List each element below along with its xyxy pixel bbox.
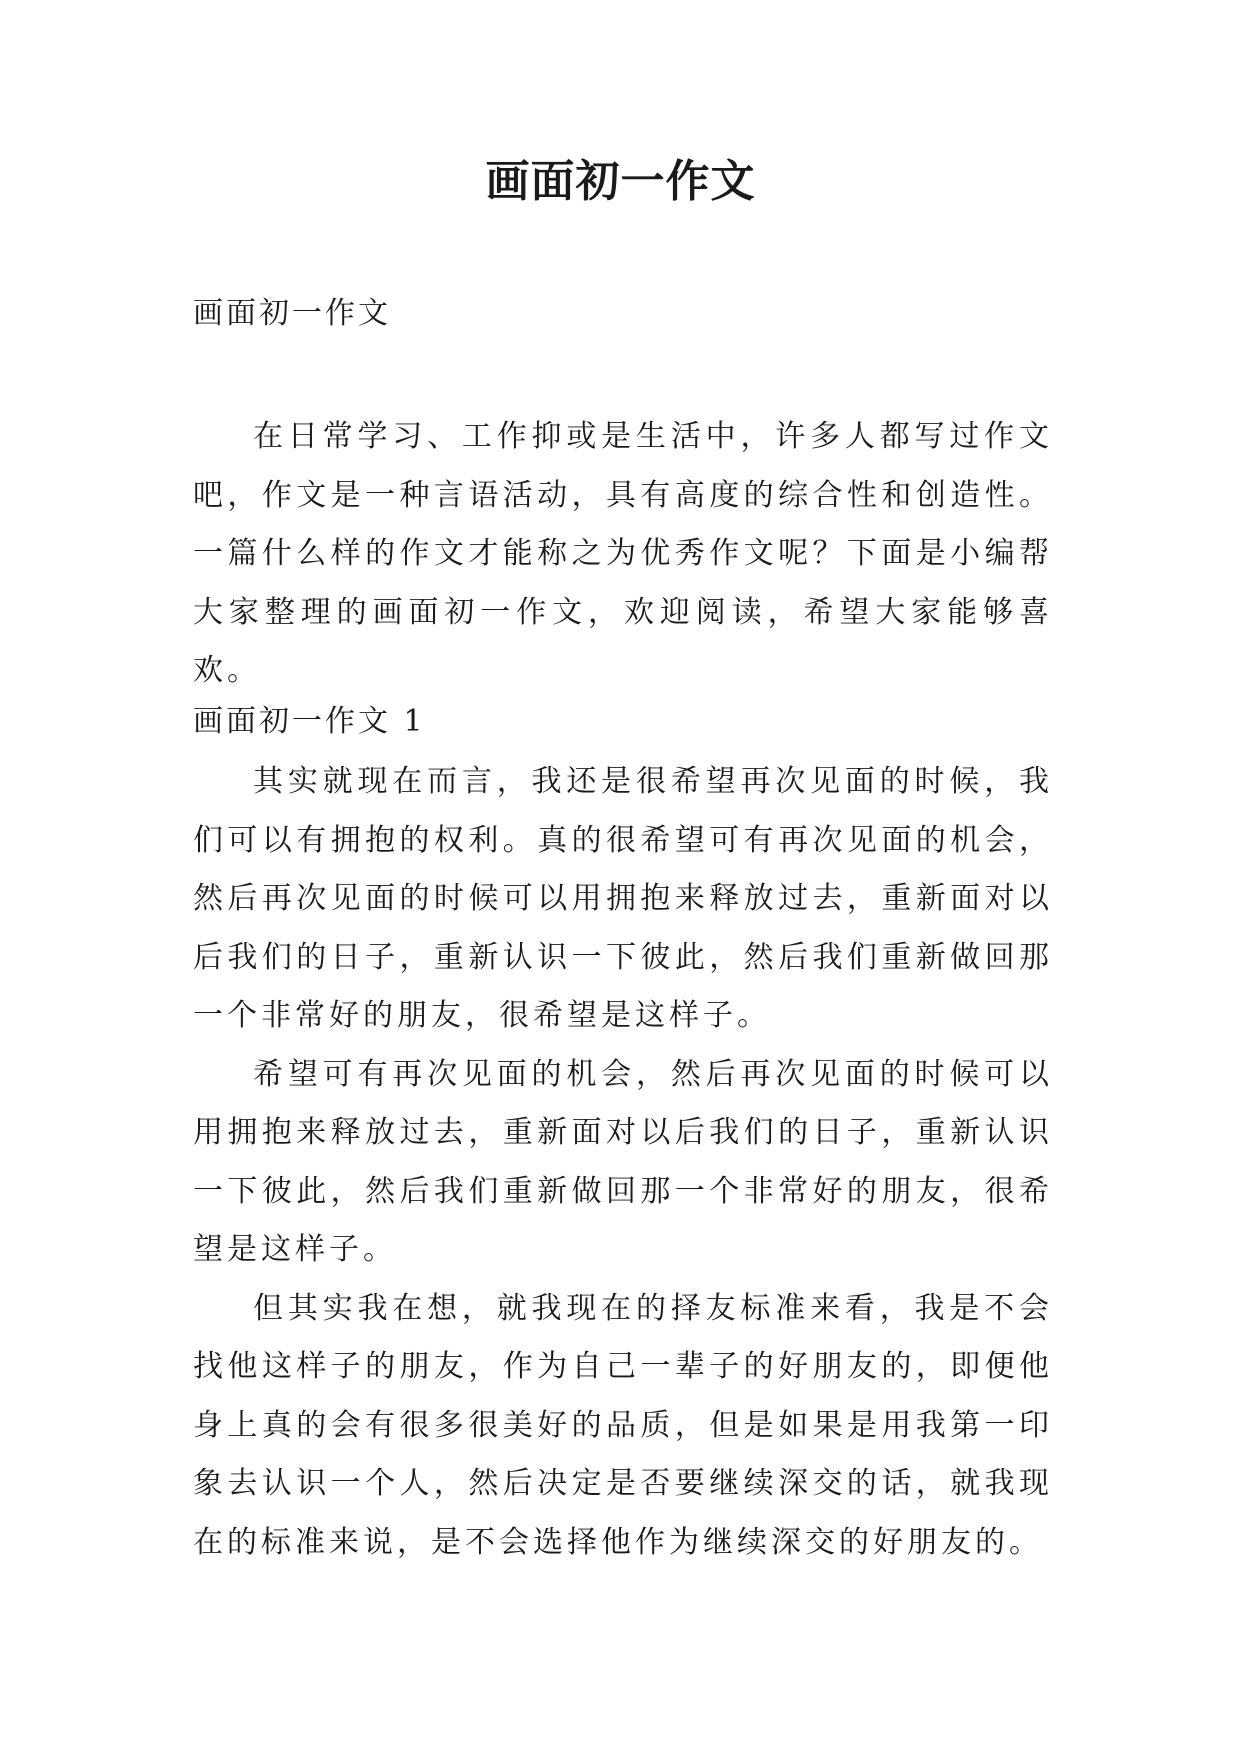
essay-paragraph: 其实就现在而言，我还是很希望再次见面的时候，我们可以有拥抱的权利。真的很希望可有再次见面的机会，然后再次见面的时候可以用拥抱来释放过去，重新面对以后我们的日子，重新认识一下彼此，然后我们重新做回那一个非常好的朋友，很希望是这样子。	[193, 764, 1053, 1033]
essay-paragraph: 希望可有再次见面的机会，然后再次见面的时候可以用拥抱来释放过去，重新面对以后我们的日子，重新认识一下彼此，然后我们重新做回那一个非常好的朋友，很希望是这样子。	[193, 1056, 1053, 1267]
essay-body	[193, 753, 1053, 1572]
intro-section	[193, 408, 1053, 701]
document-title: 画面初一作文	[485, 156, 756, 207]
essay-paragraph: 但其实我在想，就我现在的择友标准来看，我是不会找他这样子的朋友，作为自己一辈子的好朋友的，即便他身上真的会有很多很美好的品质，但是如果是用我第一印象去认识一个人，然后决定是否要继续深交的话，就我现在的标准来说，是不会选择他作为继续深交的好朋友的。	[193, 1290, 1053, 1560]
intro-paragraph: 在日常学习、工作抑或是生活中，许多人都写过作文吧，作文是一种言语活动，具有高度的综合性和创造性。一篇什么样的作文才能称之为优秀作文呢？下面是小编帮大家整理的画面初一作文，欢迎阅读，希望大家能够喜欢。	[193, 419, 1053, 688]
document-subtitle: 画面初一作文	[193, 296, 391, 331]
essay-heading: 画面初一作文 1	[193, 704, 426, 739]
